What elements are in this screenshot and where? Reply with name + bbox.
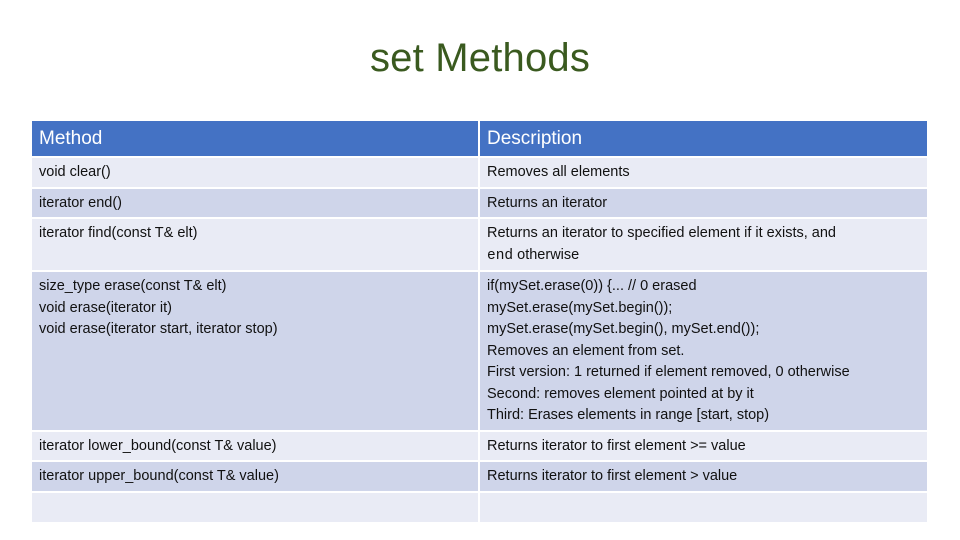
method-text: void clear() <box>39 164 111 180</box>
description-cell <box>479 188 928 219</box>
method-text: iterator lower_bound(const T& value) <box>39 437 277 454</box>
table-row <box>31 157 928 188</box>
description-cell <box>479 218 928 271</box>
table-row <box>31 431 928 462</box>
table-header-row <box>31 120 928 157</box>
method-text: void erase(iterator start, iterator stop) <box>39 321 278 337</box>
method-cell <box>31 271 479 431</box>
method-cell <box>31 188 479 219</box>
description-text: mySet.erase(mySet.begin()); <box>487 299 673 316</box>
method-cell <box>31 157 479 188</box>
method-cell <box>31 218 479 271</box>
method-cell <box>31 492 479 523</box>
method-cell <box>31 461 479 492</box>
code-end: end <box>487 247 514 264</box>
description-text: Returns an iterator <box>487 194 608 211</box>
table-row <box>31 188 928 219</box>
method-text: iterator upper_bound(const T& value) <box>39 468 279 484</box>
description-text: Returns an iterator to specified element if it exists, and <box>487 225 836 241</box>
slide-title: set Methods <box>369 36 591 80</box>
description-text: Removes all elements <box>487 164 630 180</box>
description-cell <box>479 431 928 462</box>
method-text: iterator find(const T& elt) <box>39 225 198 241</box>
description-text: mySet.erase(mySet.begin(), mySet.end()); <box>487 321 760 337</box>
description-cell <box>479 461 928 492</box>
description-text: First version: 1 returned if element removed, 0 otherwise <box>487 364 850 380</box>
method-text: size_type erase(const T& elt) <box>39 278 227 294</box>
description-text: Third: Erases elements in range [start, stop) <box>487 407 770 423</box>
table-row <box>31 461 928 492</box>
description-text: Returns iterator to first element > value <box>487 468 738 484</box>
table-row <box>31 271 928 431</box>
description-cell <box>479 492 928 523</box>
method-cell <box>31 431 479 462</box>
description-cell <box>479 157 928 188</box>
header-description: Description <box>479 120 928 157</box>
method-text: iterator end() <box>39 194 123 211</box>
description-text: if(mySet.erase(0)) {... // 0 erased <box>487 278 697 294</box>
description-text-line2 <box>487 245 921 268</box>
table-row-empty <box>31 492 928 523</box>
table-row <box>31 218 928 271</box>
description-text: Returns iterator to first element >= value <box>487 437 746 454</box>
method-text: void erase(iterator it) <box>39 299 172 316</box>
description-cell <box>479 271 928 431</box>
description-text-rest: otherwise <box>517 246 580 263</box>
description-text: Second: removes element pointed at by it <box>487 385 754 402</box>
methods-table <box>30 119 929 524</box>
header-method: Method <box>31 120 479 157</box>
description-text: Removes an element from set. <box>487 342 685 359</box>
